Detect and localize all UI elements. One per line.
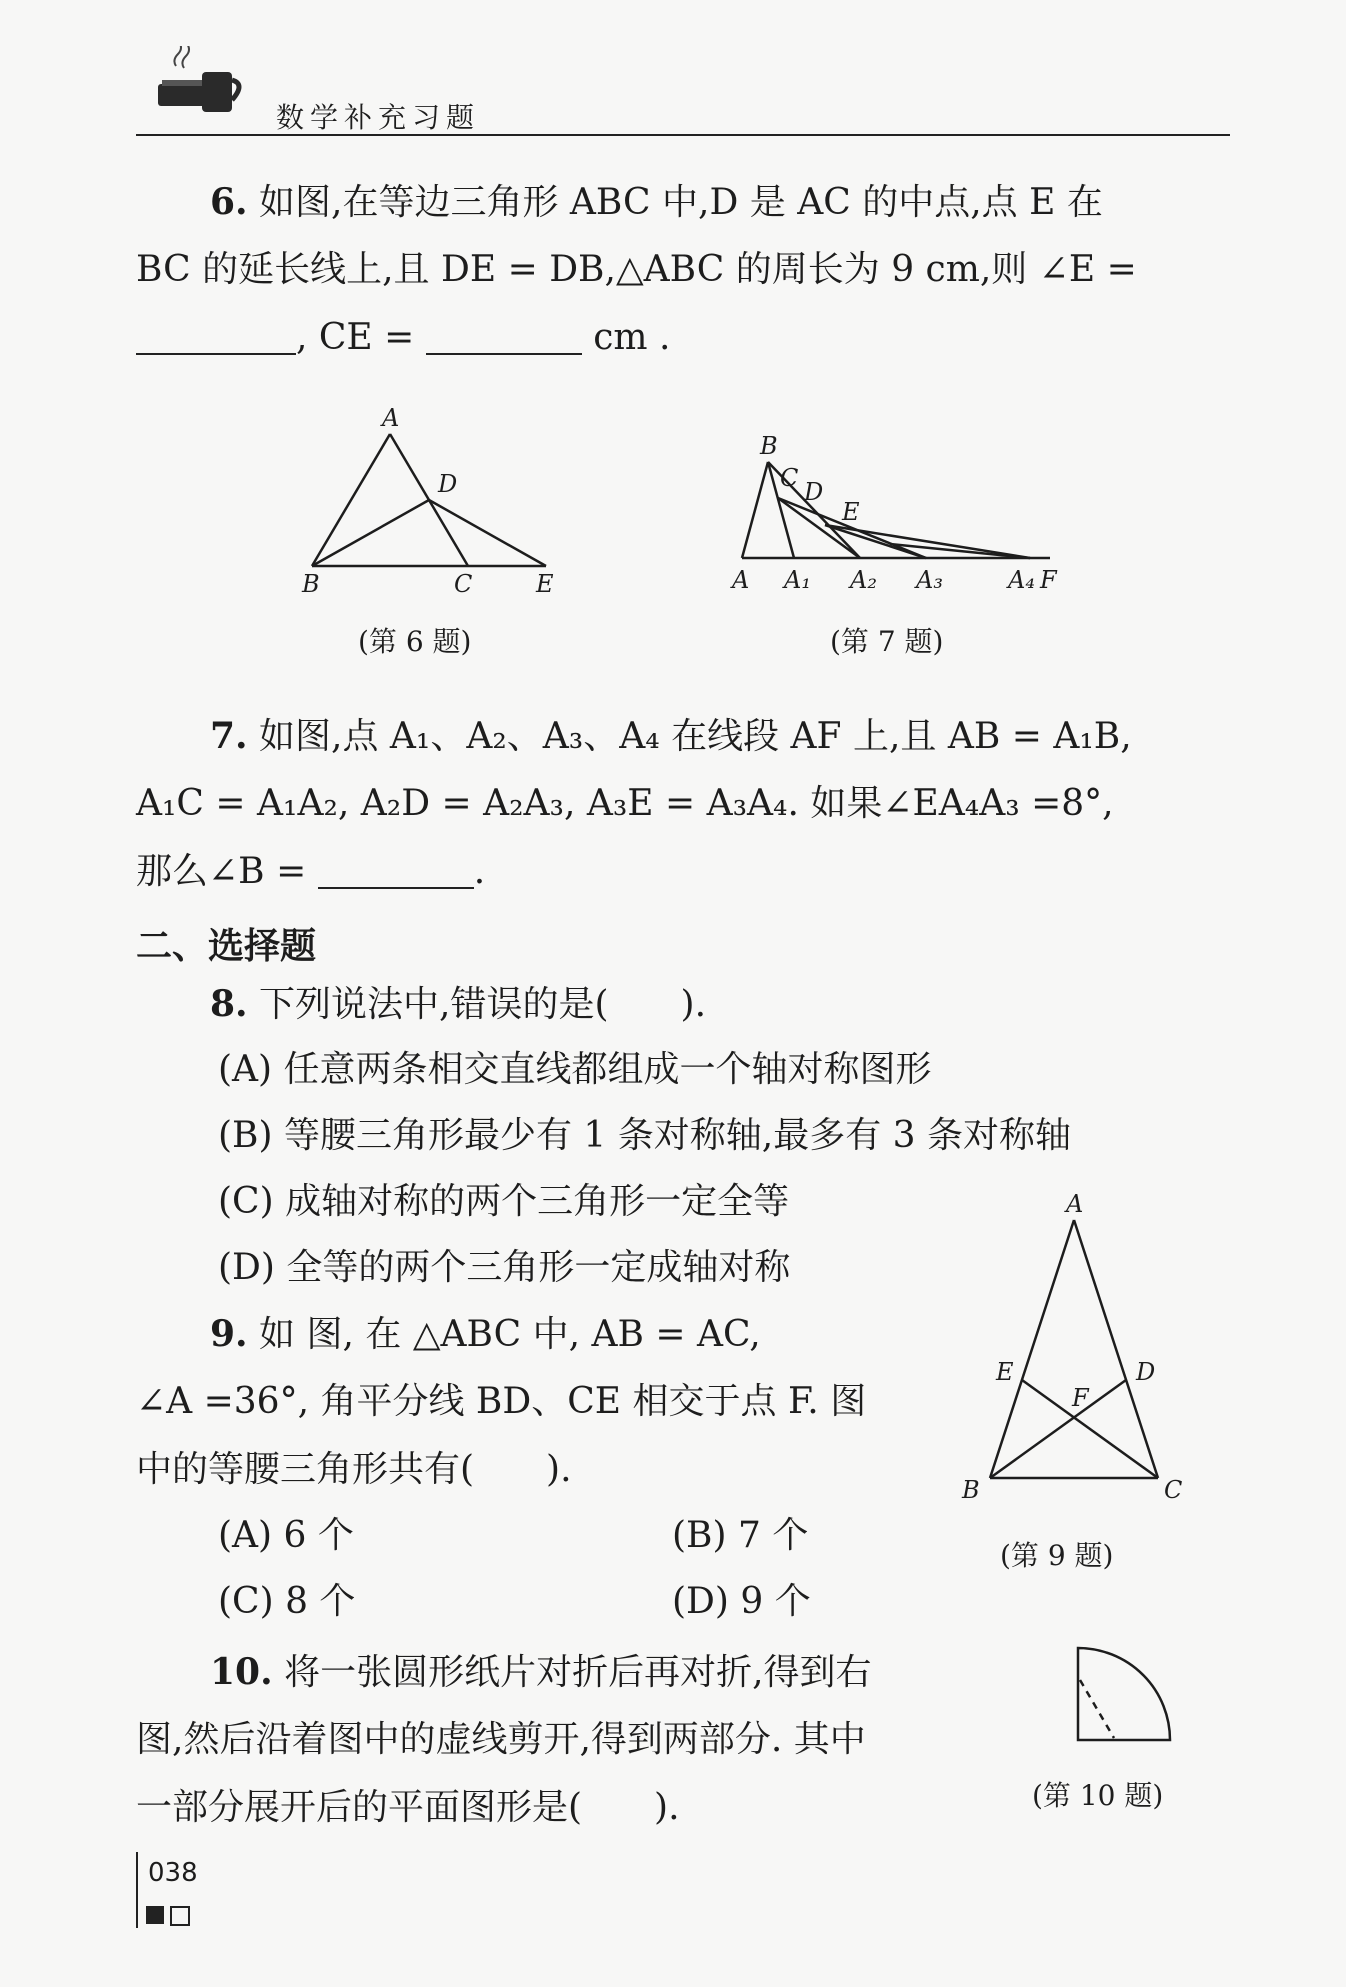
answer-blank[interactable] xyxy=(318,857,474,889)
q8-text: 下列说法中,错误的是( ). xyxy=(259,984,707,1025)
q8-stem xyxy=(210,983,707,1025)
q9-caption: (第 9 题) xyxy=(1000,1539,1114,1572)
q6-text-3: , CE = xyxy=(296,317,415,358)
label-a2: A₂ xyxy=(850,566,877,594)
q10-figure xyxy=(1070,1640,1180,1750)
empty-square-icon xyxy=(170,1906,190,1926)
q7-line1 xyxy=(210,715,1132,757)
q9-option-d[interactable]: (D) 9 个 xyxy=(672,1581,811,1622)
q6-text-1: 如图,在等边三角形 ABC 中,D 是 AC 的中点,点 E 在 xyxy=(259,182,1103,223)
q7-number: 7. xyxy=(210,715,248,757)
q9-option-c[interactable]: (C) 8 个 xyxy=(218,1581,356,1622)
label-a4: A₄ xyxy=(1008,566,1035,594)
label-f: F xyxy=(1072,1384,1089,1412)
q8-option-a[interactable]: (A) 任意两条相交直线都组成一个轴对称图形 xyxy=(218,1049,932,1090)
q6-caption: (第 6 题) xyxy=(358,625,472,658)
header-rule xyxy=(136,134,1230,136)
q9-line3: 中的等腰三角形共有( ). xyxy=(136,1449,572,1490)
q6-line1 xyxy=(210,181,1103,223)
q7-figure xyxy=(720,430,1070,600)
q10-text-1: 将一张圆形纸片对折后再对折,得到右 xyxy=(284,1652,872,1693)
section-title: 二、选择题 xyxy=(136,926,317,967)
label-d: D xyxy=(438,470,458,498)
q10-line3: 一部分展开后的平面图形是( ). xyxy=(136,1787,680,1828)
q10-caption: (第 10 题) xyxy=(1032,1779,1164,1812)
q7-line3 xyxy=(136,851,486,892)
q9-option-b[interactable]: (B) 7 个 xyxy=(672,1515,809,1556)
q9-line1 xyxy=(210,1313,761,1355)
q9-number: 9. xyxy=(210,1313,248,1355)
q9-text-1: 如 图, 在 △ABC 中, AB = AC, xyxy=(259,1314,761,1355)
page-number: 038 xyxy=(148,1858,198,1888)
book-and-cup-icon xyxy=(158,46,248,118)
q7-text-1: 如图,点 A₁、A₂、A₃、A₄ 在线段 AF 上,且 AB = A₁B, xyxy=(259,716,1132,757)
q8-number: 8. xyxy=(210,983,248,1025)
q8-option-b[interactable]: (B) 等腰三角形最少有 1 条对称轴,最多有 3 条对称轴 xyxy=(218,1115,1072,1156)
label-a: A xyxy=(732,566,750,594)
q6-line3 xyxy=(136,317,671,358)
q7-caption: (第 7 题) xyxy=(830,625,944,658)
q10-line2: 图,然后沿着图中的虚线剪开,得到两部分. 其中 xyxy=(136,1719,866,1760)
label-a3: A₃ xyxy=(916,566,943,594)
label-e: E xyxy=(842,498,860,526)
q10-line1 xyxy=(210,1651,872,1693)
footer-bar xyxy=(136,1852,138,1928)
label-a: A xyxy=(382,404,400,432)
q8-option-c[interactable]: (C) 成轴对称的两个三角形一定全等 xyxy=(218,1181,790,1222)
filled-square-icon xyxy=(146,1906,164,1924)
label-f: F xyxy=(1040,566,1057,594)
q9-line2: ∠A =36°, 角平分线 BD、CE 相交于点 F. 图 xyxy=(136,1381,867,1422)
answer-blank[interactable] xyxy=(426,323,582,355)
answer-blank[interactable] xyxy=(136,323,296,355)
label-c: C xyxy=(454,570,473,598)
label-d: D xyxy=(804,478,824,506)
q6-figure xyxy=(290,400,570,600)
label-c: C xyxy=(780,464,799,492)
q7-period: . xyxy=(473,851,486,892)
q10-number: 10. xyxy=(210,1651,273,1693)
q8-option-d[interactable]: (D) 全等的两个三角形一定成轴对称 xyxy=(218,1247,791,1288)
header-title: 数学补充习题 xyxy=(276,101,481,134)
label-c: C xyxy=(1164,1476,1183,1504)
label-d: D xyxy=(1136,1358,1156,1386)
label-b: B xyxy=(302,570,320,598)
label-b: B xyxy=(760,432,778,460)
q6-unit: cm . xyxy=(593,317,671,358)
q7-line2: A₁C = A₁A₂, A₂D = A₂A₃, A₃E = A₃A₄. 如果∠EA₄A₃ =8°, xyxy=(136,783,1114,824)
label-b: B xyxy=(962,1476,980,1504)
q9-figure xyxy=(958,1190,1198,1510)
label-e: E xyxy=(996,1358,1014,1386)
label-e: E xyxy=(536,570,554,598)
q7-text-3: 那么∠B = xyxy=(136,851,307,892)
q6-line2: BC 的延长线上,且 DE = DB,△ABC 的周长为 9 cm,则 ∠E = xyxy=(136,249,1137,290)
q6-number: 6. xyxy=(210,181,248,223)
label-a: A xyxy=(1066,1190,1084,1218)
label-a1: A₁ xyxy=(784,566,811,594)
q9-option-a[interactable]: (A) 6 个 xyxy=(218,1515,354,1556)
